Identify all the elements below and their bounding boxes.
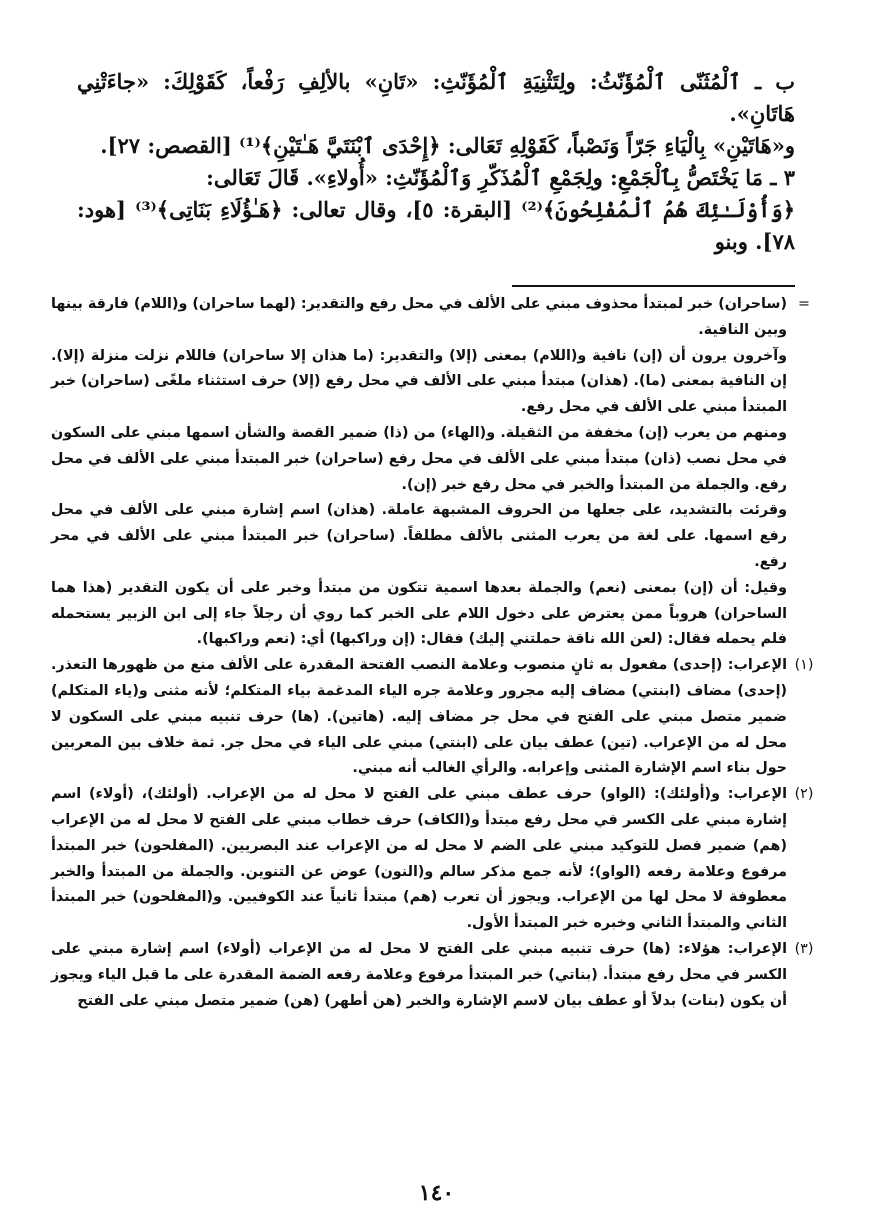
footnote-mark: (٣) — [794, 940, 814, 957]
footnote-2 — [51, 782, 821, 937]
footnote-3 — [51, 937, 821, 1014]
footnote-mark: = — [798, 296, 810, 312]
footnote-1 — [51, 653, 821, 782]
footnote-paragraph: (ساحران) خبر لمبتدأ محذوف مبني على الألف في محل رفع والتقدير: (لهما ساحران) و(اللام) فارقة بينها وبين النافية. — [51, 296, 787, 338]
footnote-paragraph: وآخرون يرون أن (إن) نافية و(اللام) بمعنى (إلا) والتقدير: (ما هذان إلا ساحران) فاللام نزلت منزلة (إلا). إن النافية بمعنى (ما). (هذان) مبتدأ مبني على الألف في محل رفع (إلا) حرف استثناء ملغًى (ساحران) خبر المبتدأ مبني على الألف في محل رفع. — [51, 347, 787, 416]
footnote-mark: (١) — [794, 657, 814, 674]
main-text-line: ٣ ـ مَا يَخْتَصُّ بِٱلْجَمْعِ: ولِجَمْعِ ٱلْمُذَكّرِ وَٱلْمُؤَنّثِ: «أُولاءِ». قَالَ تَعَالى: — [206, 165, 795, 190]
main-text-line: و«هَاتَيْنِ» بِالْيَاءِ جَرّاً وَنَصْباً، كَقَوْلِهِ تَعَالى: ﴿إِحْدَى ٱبْنَتَيَّ هَـٰتَيْنِ﴾⁽¹⁾ [القصص: ٢٧]. — [100, 133, 795, 158]
page-number: ١٤٠ — [418, 1180, 455, 1206]
footnotes — [51, 292, 821, 1014]
footnote-paragraph: وقرئت بالتشديد، على جعلها من الحروف المشبهة عاملة. (هذان) اسم إشارة مبني على الألف في محل رفع اسمها. على لغة من يعرب المثنى بالألف مطلقاً. (ساحران) خبر المبتدأ مبني على الألف في محر رفع. — [51, 502, 787, 570]
footnote-paragraph: الإعراب: هؤلاء: (ها) حرف تنبيه مبني على الفتح لا محل له من الإعراب (أولاء) اسم إشارة مبني على الكسر في محل رفع مبتدأ. (بناتي) خبر المبتدأ مرفوع وعلامة رفعه الضمة المقدرة على ما قبل الياء ويجوز أن يكون (بنات) بدلاً أو عطف بيان لاسم الإشارة والخبر (هن أطهر) (هن) ضمير متصل مبني على الفتح — [51, 940, 787, 1009]
footnote-paragraph: الإعراب: (إحدى) مفعول به ثانٍ منصوب وعلامة النصب الفتحة المقدرة على الألف منع من ظهورها التعذر. (إحدى) مضاف (ابنتي) مضاف إليه مجرور وعلامة جره الياء المدغمة بياء المتكلم؛ لأنه مثنى و(ياء المتكلم) ضمير متصل مبني على الفتح في محل جر مضاف إليه. (هاتين). (ها) حرف تنبيه مبني على السكون لا محل له من الإعراب. (تين) عطف بيان على (ابنتي) مبني على الياء في محل جر. ثمة خلاف بين المعربين حول بناء اسم الإشارة المثنى وإعرابه. والرأي الغالب أنه مبني. — [51, 657, 787, 777]
main-text-line: ﴿وَأُوْلَـٰئِكَ هُمُ ٱلْمُفْلِحُونَ﴾⁽²⁾ [البقرة: ٥]، وقال تعالى: ﴿هَـٰؤُلَاءِ بَنَاتِى﴾⁽³⁾ [هود: ٧٨]. وبنو — [77, 197, 796, 254]
main-text — [77, 66, 795, 258]
footnote-body — [51, 653, 787, 782]
footnote-paragraph: الإعراب: و(أولئك): (الواو) حرف عطف مبني على الفتح لا محل له من الإعراب. (أولئك)، (أولاء) اسم إشارة مبني على الكسر في محل رفع مبتدأ و(الكاف) حرف خطاب مبني على الفتح لا محل له من الإعراب (هم) ضمير فصل للتوكيد مبني على الضم لا محل له من الإعراب عند البصريين. (المفلحون) خبر المبتدأ مرفوع وعلامة رفعه (الواو)؛ لأنه جمع مذكر سالم و(النون) عوض عن التنوين. والجملة من المبتدأ والخبر معطوفة لا محل لها من الإعراب. ويجوز أن تعرب (هم) مبتدأ ثانياً عند الكوفيين. و(المفلحون) خبر المبتدأ الثاني والمبتدأ الثاني وخبره خبر المبتدأ الأول. — [51, 786, 787, 932]
footnote-separator — [512, 285, 795, 287]
footnote-paragraph: ومنهم من يعرب (إن) مخففة من الثقيلة. و(الهاء) من (ذا) ضمير القصة والشأن اسمها مبني على السكون في محل نصب (ذان) مبتدأ مبني على الألف في محل رفع (ساحران) خبر المبتدأ مبني على الألف في محل رفع. والجملة من المبتدأ والخبر في محل رفع خبر (إن). — [51, 424, 787, 493]
footnote-mark: (٢) — [794, 786, 814, 803]
footnote-body — [51, 782, 787, 937]
footnote-paragraph: وقيل: أن (إن) بمعنى (نعم) والجملة بعدها اسمية تتكون من مبتدأ وخبر على أن يكون التقدير (هذا هما الساحران) هروباً ممن يعترض على دخول اللام على الخبر كما روي أن رجلاً جاء إلى ابن الزبير يستحمله فلم يحمله فقال: (لعن الله ناقة حملتني إليك) فقال: (إن وراكبها) أي: (نعم وراكبها). — [51, 579, 787, 648]
footnote-continued — [51, 292, 821, 653]
footnote-body — [51, 292, 787, 653]
footnote-body — [51, 937, 787, 1014]
main-text-line: ب ـ ٱلْمُثَنّى ٱلْمُؤَنّثُ: ولِتَثْنِيَةِ ٱلْمُؤَنّثِ: «تَانِ» بالألِفِ رَفْعاً، كَقَوْلِكَ: «جاءَتْنِي هَاتَانِ». — [77, 69, 795, 126]
